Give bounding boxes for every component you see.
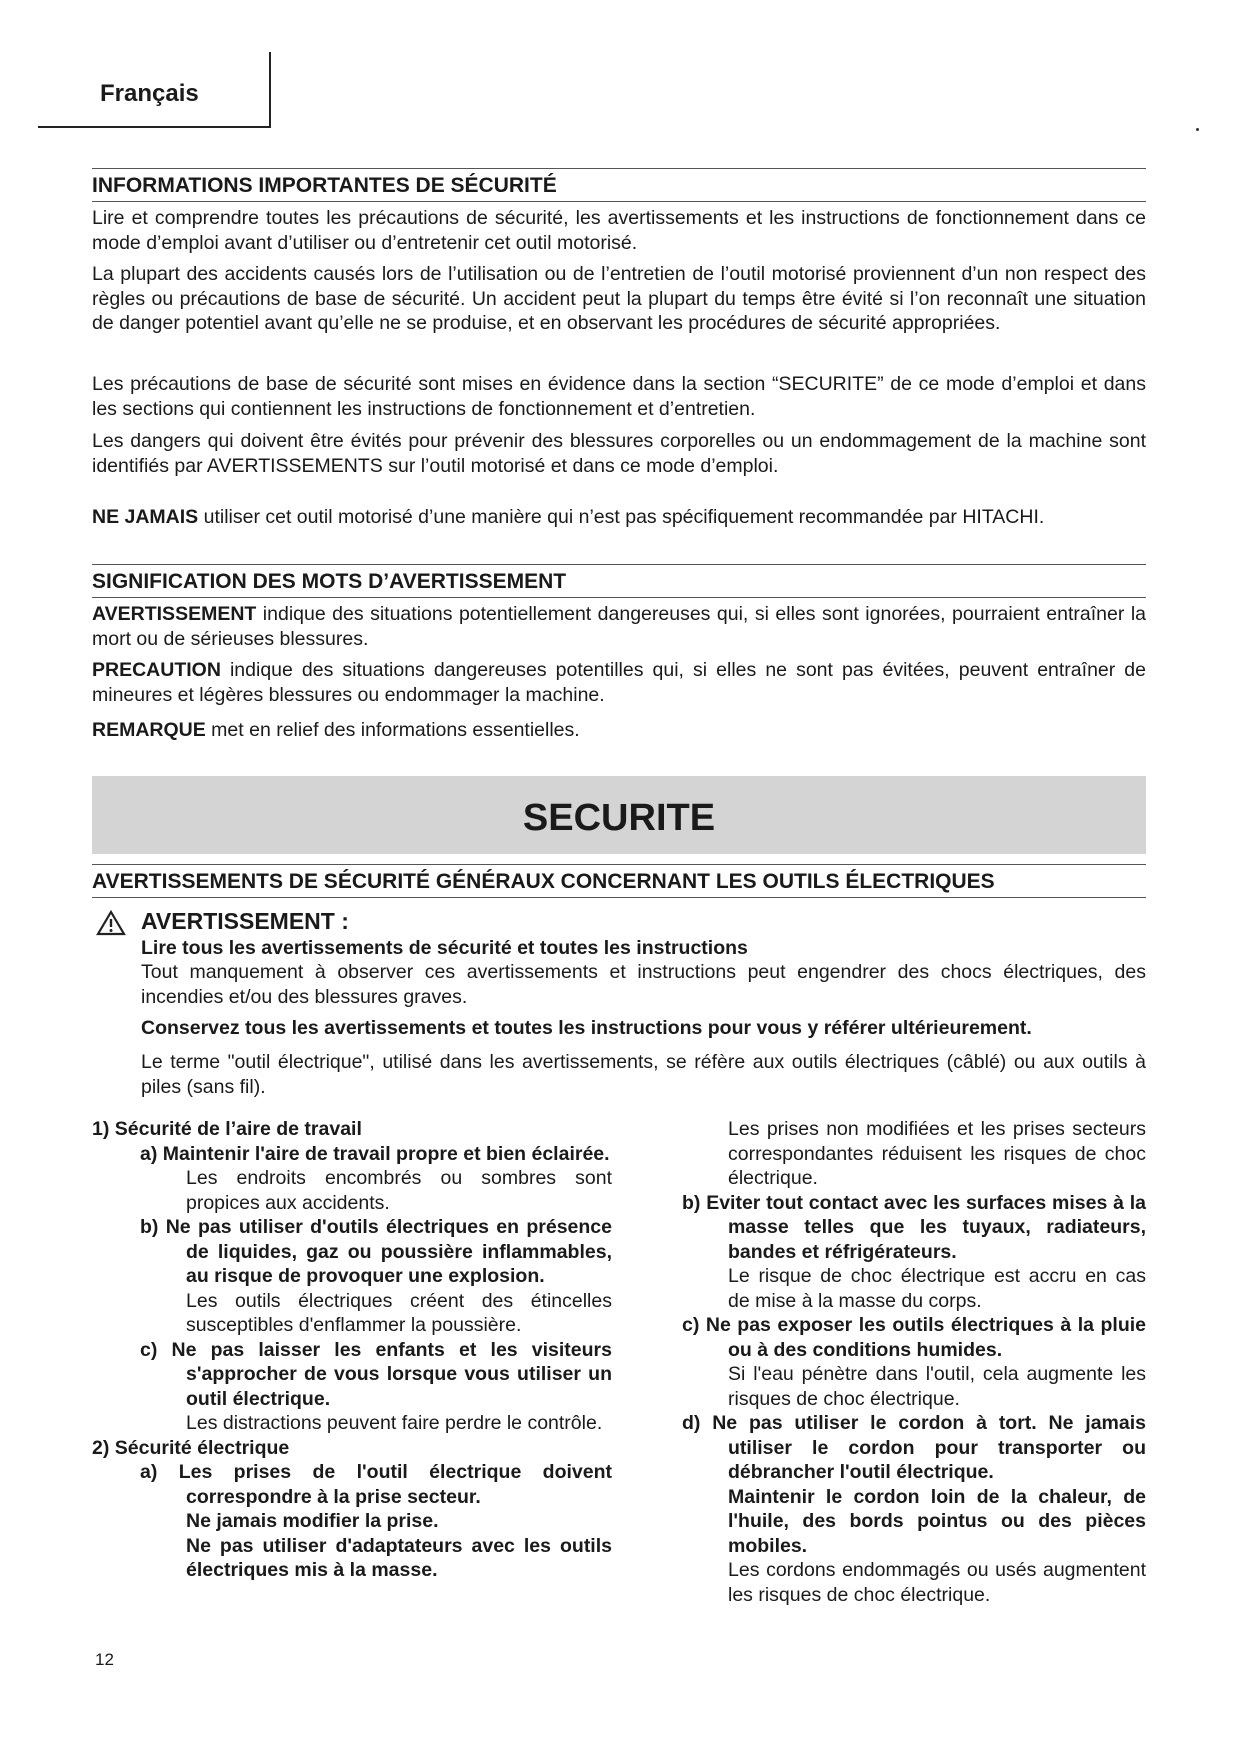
caution-keyword: PRECAUTION — [92, 659, 221, 681]
item-2c-text: Si l'eau pénètre dans l'outil, cela augmente les risques de choc électrique. — [728, 1363, 1146, 1410]
item-1b-text: Les outils électriques créent des étincelles susceptibles d'enflammer la poussière. — [186, 1289, 612, 1336]
never-keyword: NE JAMAIS — [92, 506, 199, 528]
warning-label: AVERTISSEMENT : — [141, 908, 349, 934]
securite-banner: SECURITE — [92, 776, 1146, 854]
failure-consequence: Tout manquement à observer ces avertissements et instructions peut engendrer des chocs électriques, des incendies et/ou des blessures graves. — [141, 961, 1146, 1008]
read-all-warnings: Lire tous les avertissements de sécurité et toutes les instructions — [141, 937, 748, 959]
info-paragraph-never — [92, 505, 1146, 530]
item-2d-text: Les cordons endommagés ou usés augmentent les risques de choc électrique. — [728, 1559, 1146, 1606]
speck — [1196, 128, 1199, 131]
info-paragraph-1: Lire et comprendre toutes les précautions de sécurité, les avertissements et les instructions de fonctionnement dans ce mode d’emploi avant d’utiliser ou d’entretenir cet outil motorisé. — [92, 207, 1146, 254]
signal-caution — [92, 658, 1146, 707]
info-paragraph-2: La plupart des accidents causés lors de l’utilisation ou de l’entretien de l’outil motorisé proviennent d’un non respect des règles ou précautions de base de sécurité. Un accident peut la plupart du temps être évité si l’on reconnaît une situation de danger potentiel avant qu’elle ne se produise, et en observant les procédures de sécurité appropriées. — [92, 263, 1146, 334]
signal-section-title: SIGNIFICATION DES MOTS D’AVERTISSEMENT — [92, 564, 1146, 598]
item-1a-title: a) Maintenir l'aire de travail propre et bien éclairée. — [140, 1142, 610, 1165]
item-2b-title: b) Eviter tout contact avec les surfaces mises à la masse telles que les tuyaux, radiateurs, bandes et réfrigérateurs. — [682, 1191, 1146, 1263]
item-2a — [140, 1460, 612, 1583]
item-2a-title: a) Les prises de l'outil électrique doivent correspondre à la prise secteur. — [140, 1461, 612, 1508]
item-1b-title: b) Ne pas utiliser d'outils électriques en présence de liquides, gaz ou poussière inflammables, au risque de provoquer une explosion. — [140, 1216, 612, 1287]
warning-triangle-icon — [96, 910, 126, 936]
item-2c-title: c) Ne pas exposer les outils électriques à la pluie ou à des conditions humides. — [682, 1314, 1146, 1361]
note-keyword: REMARQUE — [92, 719, 206, 741]
term-definition: Le terme "outil électrique", utilisé dans les avertissements, se réfère aux outils électriques (câblé) ou aux outils à piles (sans fil). — [141, 1051, 1146, 1098]
warning-keyword: AVERTISSEMENT — [92, 603, 257, 625]
info-section-title: INFORMATIONS IMPORTANTES DE SÉCURITÉ — [92, 168, 1146, 202]
item-2b-text: Le risque de choc électrique est accru en cas de mise à la masse du corps. — [728, 1265, 1146, 1312]
keep-instructions: Conservez tous les avertissements et toutes les instructions pour vous y référer ultérieurement. — [141, 1017, 1032, 1039]
item-2a-rule-2: Ne pas utiliser d'adaptateurs avec les outils électriques mis à la masse. — [186, 1534, 612, 1581]
item-1a — [140, 1142, 612, 1216]
info-paragraph-4: Les dangers qui doivent être évités pour prévenir des blessures corporelles ou un endommagement de la machine sont identifiés par AVERTISSEMENTS sur l’outil motorisé et dans ce mode d’emploi. — [92, 430, 1146, 477]
item-1a-text: Les endroits encombrés ou sombres sont propices aux accidents. — [186, 1167, 612, 1214]
item-2d — [682, 1411, 1146, 1607]
work-area-safety-heading: 1) Sécurité de l’aire de travail — [92, 1118, 362, 1140]
item-2d-title: d) Ne pas utiliser le cordon à tort. Ne jamais utiliser le cordon pour transporter ou débrancher l'outil électrique. — [682, 1412, 1146, 1483]
left-column — [92, 1117, 612, 1583]
item-1b — [140, 1215, 612, 1338]
signal-note — [92, 718, 1146, 743]
right-column — [682, 1117, 1146, 1607]
item-2a-rule-1: Ne jamais modifier la prise. — [186, 1510, 439, 1532]
item-1c-text: Les distractions peuvent faire perdre le contrôle. — [186, 1412, 603, 1434]
language-tab — [38, 52, 271, 128]
electrical-safety-heading: 2) Sécurité électrique — [92, 1436, 290, 1459]
warning-definition: indique des situations potentiellement dangereuses qui, si elles sont ignorées, pourraient entraîner la mort ou de sérieuses blessures. — [92, 603, 1146, 650]
never-text: utiliser cet outil motorisé d’une manière qui n’est pas spécifiquement recommandée par HITACHI. — [198, 506, 1045, 528]
item-2d-rule: Maintenir le cordon loin de la chaleur, de l'huile, des bords pointus ou des pièces mobiles. — [728, 1485, 1146, 1557]
general-warnings-title: AVERTISSEMENTS DE SÉCURITÉ GÉNÉRAUX CONCERNANT LES OUTILS ÉLECTRIQUES — [92, 864, 1146, 898]
item-2a-text: Les prises non modifiées et les prises secteurs correspondantes réduisent les risques de choc électrique. — [728, 1118, 1146, 1189]
note-definition: met en relief des informations essentielles. — [205, 719, 580, 741]
caution-definition: indique des situations dangereuses potentilles qui, si elles ne sont pas évitées, peuvent entraîner de mineures et légères blessures ou endommager la machine. — [92, 659, 1146, 706]
item-1c-title: c) Ne pas laisser les enfants et les visiteurs s'approcher de vous lorsque vous utiliser un outil électrique. — [140, 1338, 612, 1410]
item-1c — [140, 1338, 612, 1436]
language-label: Français — [100, 80, 199, 107]
item-2b — [682, 1191, 1146, 1314]
item-2c — [682, 1313, 1146, 1411]
page-number: 12 — [95, 1650, 114, 1669]
info-paragraph-3: Les précautions de base de sécurité sont mises en évidence dans la section “SECURITE” de ce mode d’emploi et dans les sections qui contiennent les instructions de fonctionnement et d’entretien. — [92, 373, 1146, 420]
signal-warning — [92, 602, 1146, 651]
